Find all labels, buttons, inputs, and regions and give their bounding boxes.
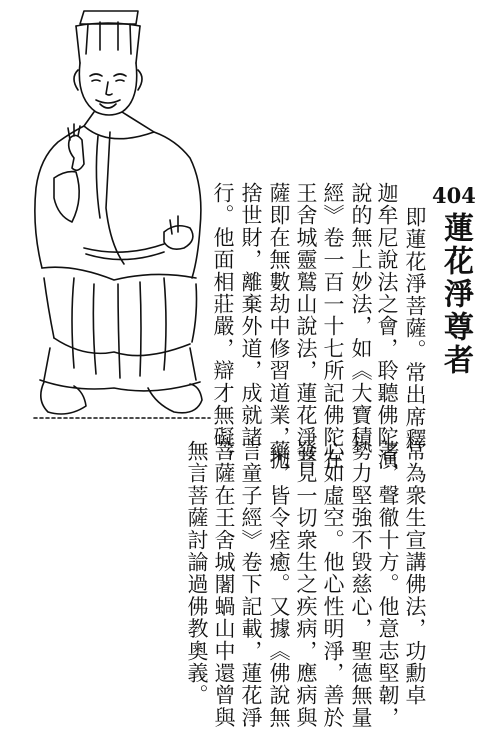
entry-title: 蓮花淨尊者: [438, 212, 473, 377]
body-line-7: 捨世財，離棄外道，成就諸: [239, 182, 263, 449]
entry-number: 404: [432, 183, 476, 208]
body-line-8: 行。他面相莊嚴，辯才無礙，: [211, 182, 235, 471]
bottom-line-5: 發見一切衆生之疾病，應病與: [294, 440, 318, 729]
bottom-line-7: 言童子經》卷下記載，蓮花淨: [239, 440, 263, 729]
bottom-line-2: 著，聲徹十方。他意志堅韌，: [376, 440, 400, 729]
seated-monk-illustration: [14, 8, 219, 428]
body-line-3: 說的無上妙法，如《大寶積: [349, 182, 373, 449]
bottom-line-4: 心如虛空。他心性明淨，善於: [321, 440, 345, 729]
body-line-6: 薩即在無數劫中修習道業，拋: [267, 182, 291, 471]
bottom-line-9: 無言菩薩討論過佛教奧義。: [185, 440, 209, 707]
body-line-5: 王舍城靈鷲山說法，蓮花淨菩: [294, 182, 318, 471]
body-line-1: 即蓮花淨菩薩。常出席釋: [403, 206, 427, 451]
bottom-line-1: 常為衆生宣講佛法，功勳卓: [403, 440, 427, 707]
bottom-line-3: 勢力堅強不毀慈心，聖德無量: [349, 440, 373, 729]
bottom-line-6: 藥，皆令痊癒。又據《佛說無: [267, 440, 291, 729]
body-line-2: 迦牟尼說法之會，聆聽佛陀演: [375, 182, 399, 471]
body-line-4: 經》卷一百一十七所記佛陀在: [321, 182, 345, 471]
bottom-line-8: 菩薩在王舍城闍蝸山中還曾與: [212, 440, 236, 729]
